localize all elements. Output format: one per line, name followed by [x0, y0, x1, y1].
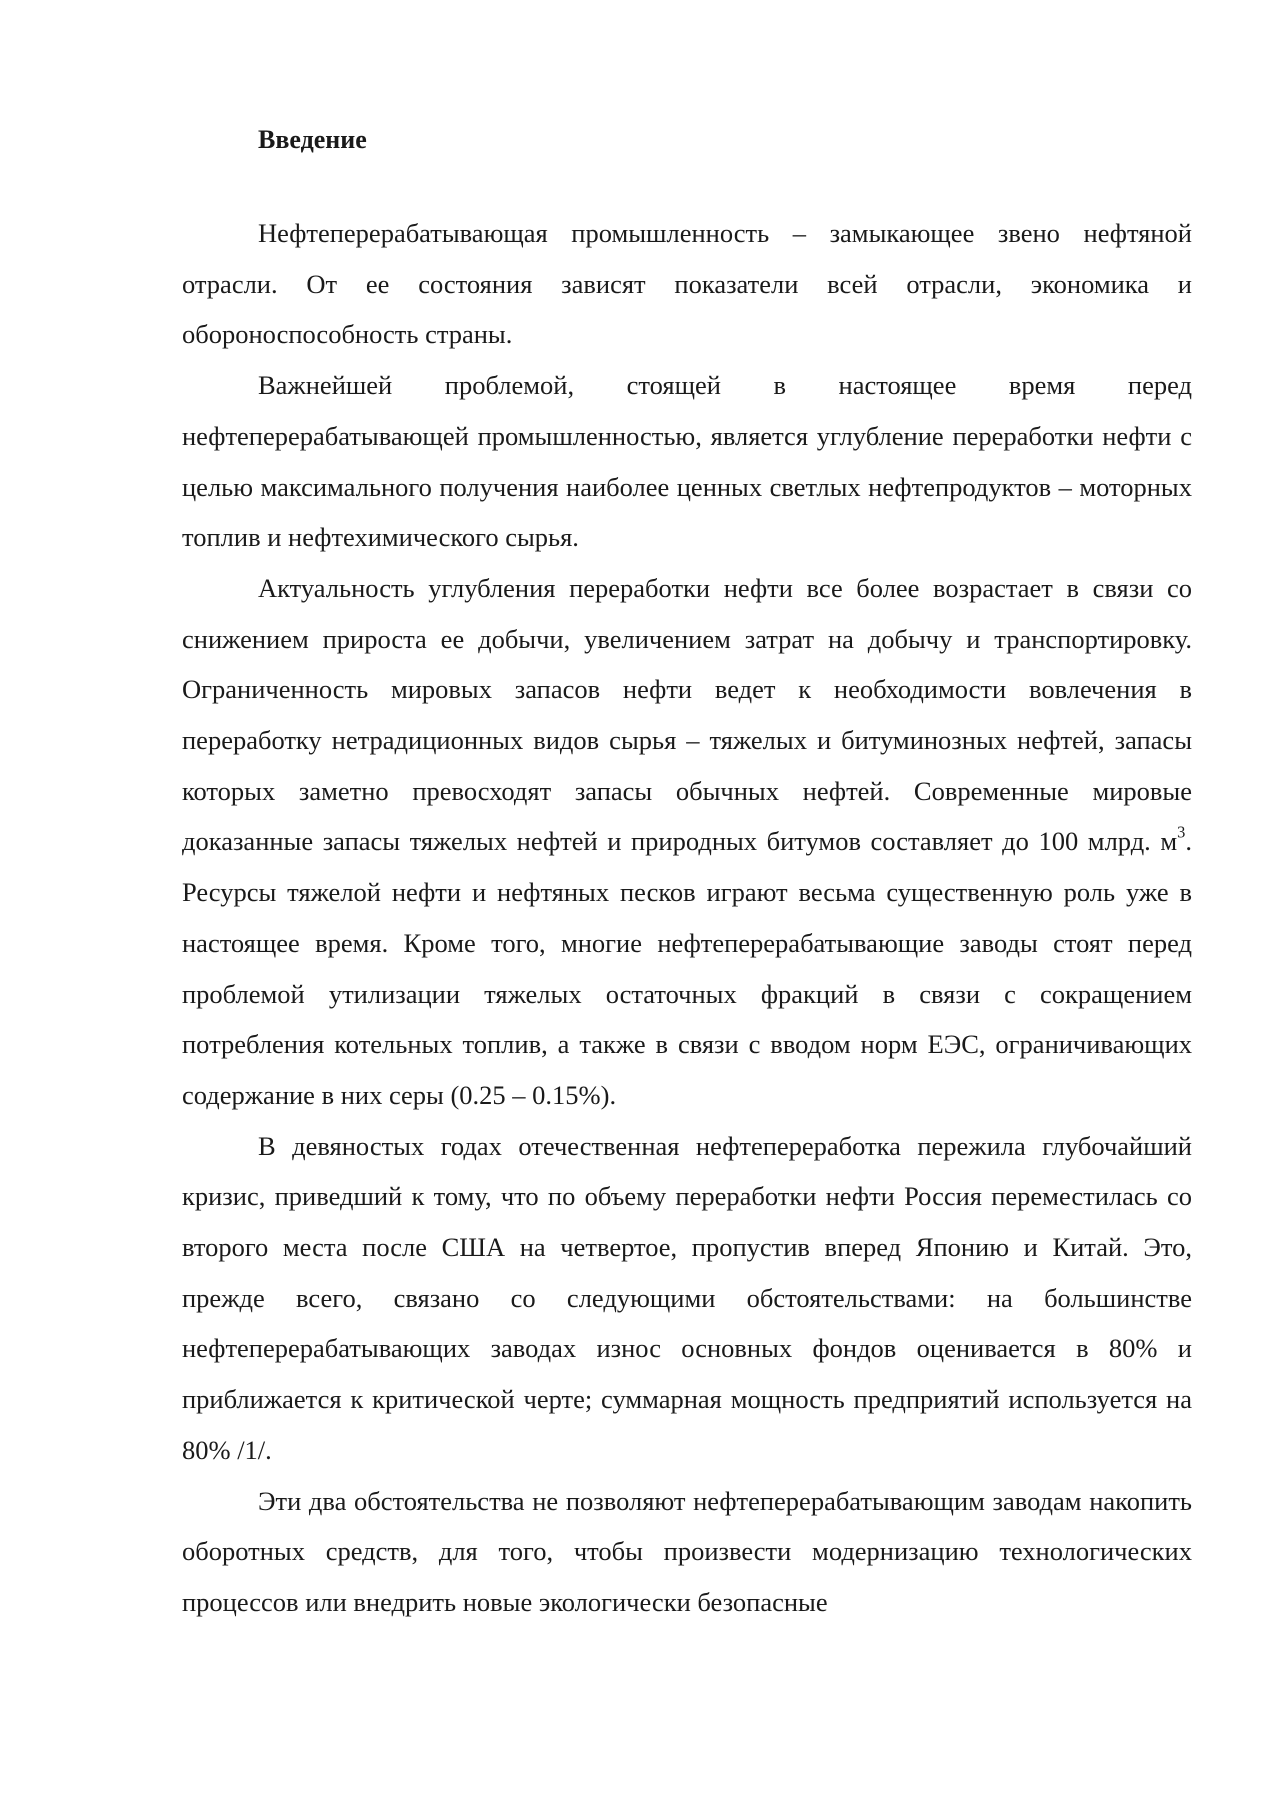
- paragraph-1: Нефтеперерабатывающая промышленность – замыкающее звено нефтяной отрасли. От ее состояния зависят показатели всей отрасли, экономика и обороноспособность страны.: [182, 218, 1192, 350]
- paragraph-3-text-after: . Ресурсы тяжелой нефти и нефтяных песков играют весьма существенную роль уже в настоящее время. Кроме того, многие нефтеперерабатывающие заводы стоят перед проблемой утилизации тяжелых остаточных фракций в связи с сокращением потребления котельных топлив, а также в связи с вводом норм ЕЭС, ограничивающих содержание в них серы (0.25 – 0.15%).: [182, 826, 1192, 1110]
- cubic-superscript: 3: [1177, 823, 1186, 843]
- section-heading: Введение: [258, 125, 367, 154]
- body-text: [182, 208, 1192, 1628]
- paragraph-3: [182, 563, 1192, 1121]
- paragraph-4: В девяностых годах отечественная нефтепереработка пережила глубочайший кризис, приведший к тому, что по объему переработки нефти Россия переместилась со второго места после США на четвертое, пропустив вперед Японию и Китай. Это, прежде всего, связано со следующими обстоятельствами: на большинстве нефтеперерабатывающих заводах износ основных фондов оценивается в 80% и приближается к критической черте; суммарная мощность предприятий используется на 80% /1/.: [182, 1130, 1192, 1465]
- paragraph-2: Важнейшей проблемой, стоящей в настоящее время перед нефтеперерабатывающей промышленностью, является углубление переработки нефти с целью максимального получения наиболее ценных светлых нефтепродуктов – моторных топлив и нефтехимического сырья.: [182, 370, 1192, 553]
- paragraph-5: Эти два обстоятельства не позволяют нефтеперерабатывающим заводам накопить оборотных средств, для того, чтобы произвести модернизацию технологических процессов или внедрить новые экологически безопасные: [182, 1485, 1192, 1617]
- paragraph-3-text-before: Актуальность углубления переработки нефти все более возрастает в связи со снижением прироста ее добычи, увеличением затрат на добычу и транспортировку. Ограниченность мировых запасов нефти ведет к необходимости вовлечения в переработку нетрадиционных видов сырья – тяжелых и битуминозных нефтей, запасы которых заметно превосходят запасы обычных нефтей. Современные мировые доказанные запасы тяжелых нефтей и природных битумов составляет до 100 млрд. м: [182, 572, 1192, 857]
